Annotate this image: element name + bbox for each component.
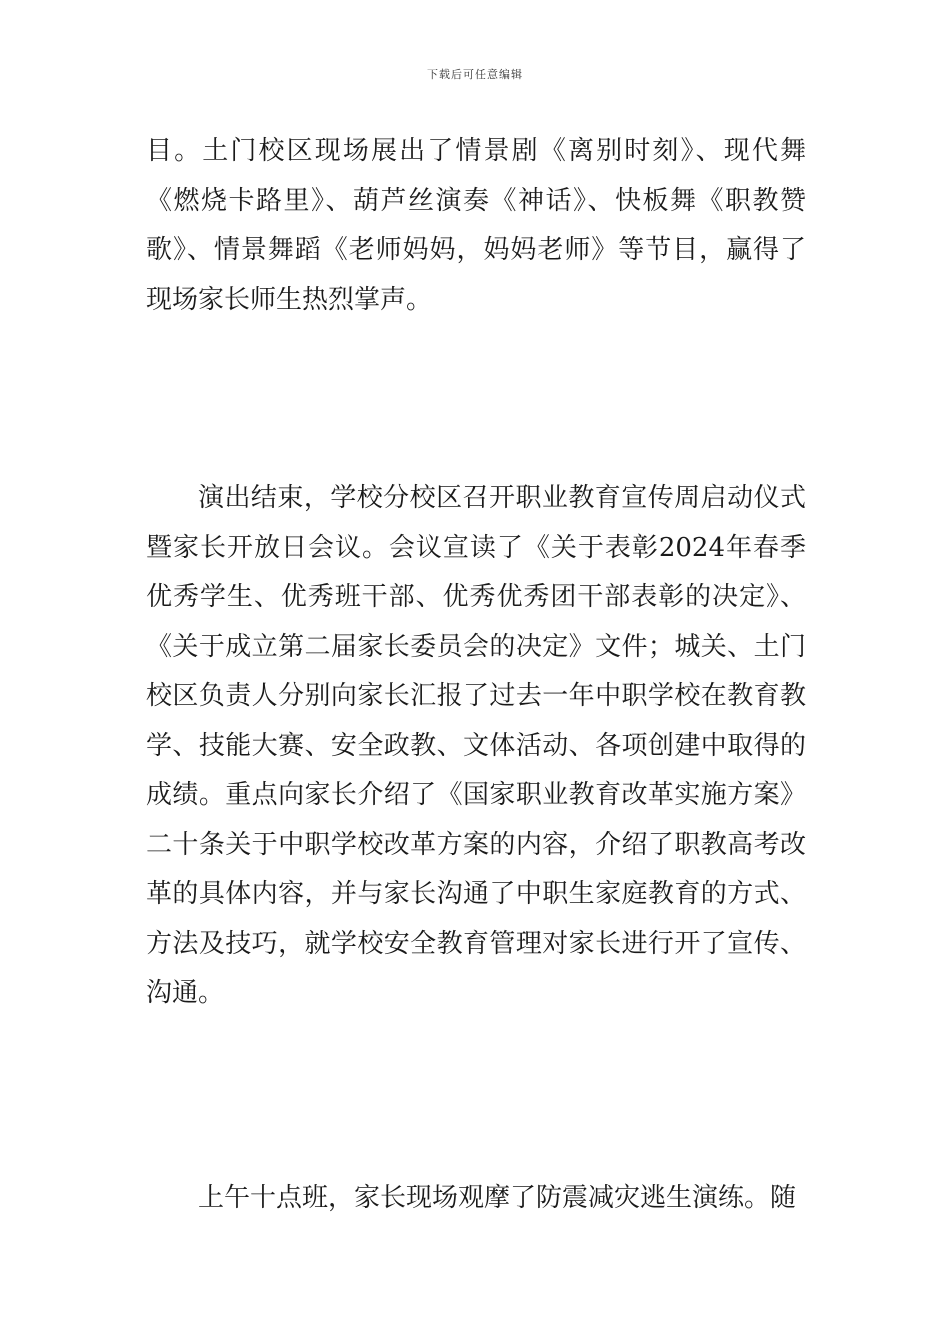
paragraph-3: 上午十点班，家长现场观摩了防震减灾逃生演练。随 xyxy=(198,1183,797,1213)
page-header-note: 下载后可任意编辑 xyxy=(427,68,523,81)
paragraph-1: 目。土门校区现场展出了情景剧《离别时刻》、现代舞《燃烧卡路里》、葫芦丝演奏《神话》、快板舞《职教赞歌》、情景舞蹈《老师妈妈，妈妈老师》等节目，赢得了现场家长师生热烈掌声。 xyxy=(146,136,806,315)
paragraph-2: 演出结束，学校分校区召开职业教育宣传周启动仪式暨家长开放日会议。会议宣读了《关于表彰2024年春季优秀学生、优秀班干部、优秀优秀团干部表彰的决定》、《关于成立第二届家长委员会的决定》文件；城关、土门校区负责人分别向家长汇报了过去一年中职学校在教育教学、技能大赛、安全政教、文体活动、各项创建中取得的成绩。重点向家长介绍了《国家职业教育改革实施方案》二十条关于中职学校改革方案的内容，介绍了职教高考改革的具体内容，并与家长沟通了中职生家庭教育的方式、方法及技巧，就学校安全教育管理对家长进行开了宣传、沟通。 xyxy=(146,483,806,1008)
